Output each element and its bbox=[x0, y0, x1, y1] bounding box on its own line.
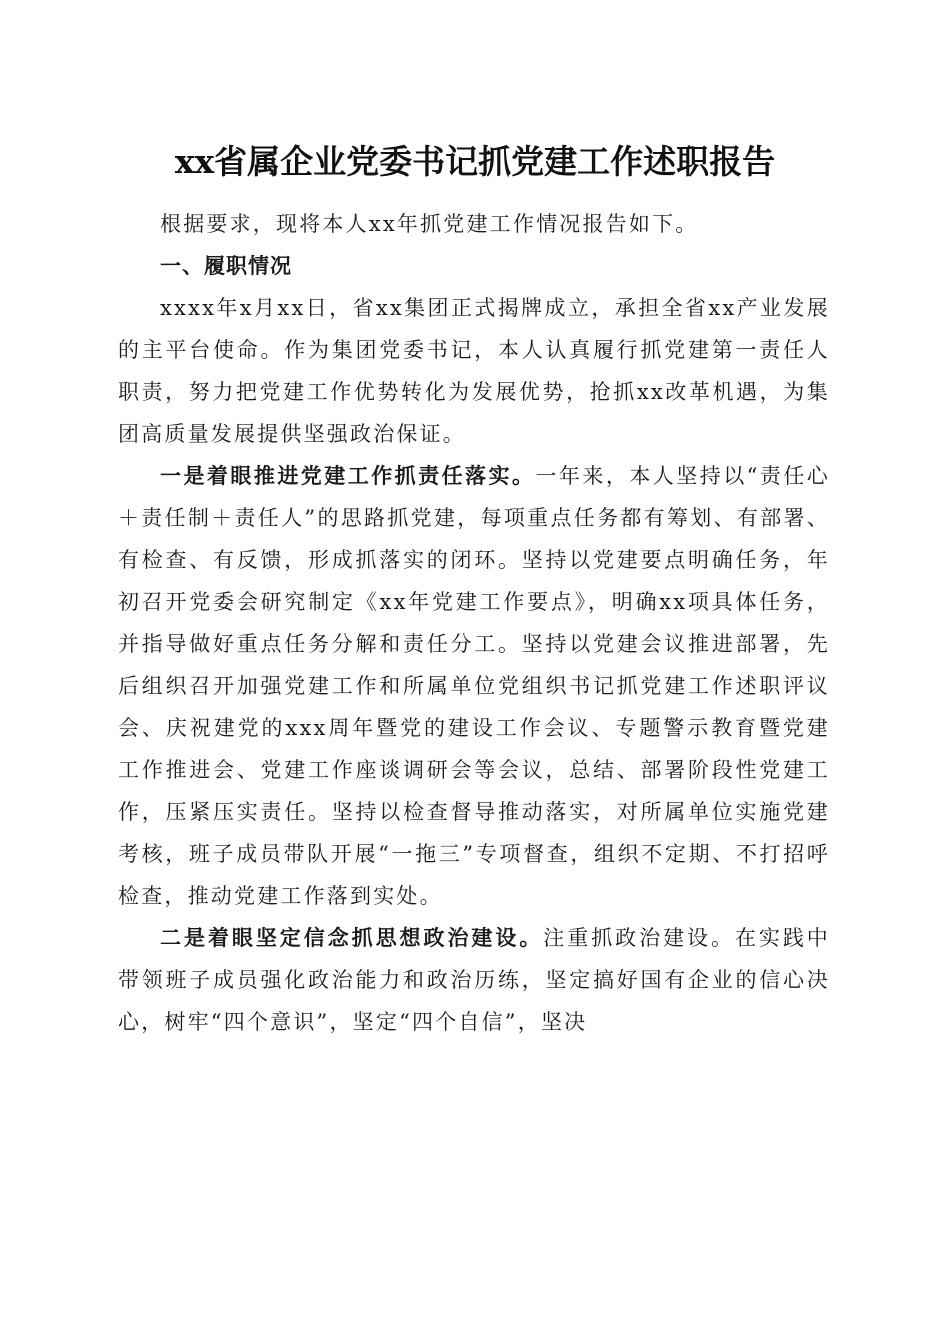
document-body bbox=[118, 203, 830, 1043]
paragraph-lead: 二是着眼坚定信念抓思想政治建设。 bbox=[160, 925, 544, 950]
paragraph-body: 注重抓政治建设。在实践中带领班子成员强化政治能力和政治历练，坚定搞好国有企业的信心决心，树牢“四个意识”，坚定“四个自信”，坚决 bbox=[118, 926, 831, 1034]
body-paragraph bbox=[118, 455, 830, 917]
body-paragraph: xxxx年x月xx日，省xx集团正式揭牌成立，承担全省xx产业发展的主平台使命。作为集团党委书记，本人认真履行抓党建第一责任人职责，努力把党建工作优势转化为发展优势，抢抓xx改革机遇，为集团高质量发展提供坚强政治保证。 bbox=[118, 296, 830, 446]
section-heading: 一、履职情况 bbox=[160, 254, 292, 278]
paragraph-body: 一年来，本人坚持以“责任心＋责任制＋责任人”的思路抓党建，每项重点任务都有筹划、有部署、有检查、有反馈，形成抓落实的闭环。坚持以党建要点明确任务，年初召开党委会研究制定《xx年党建工作要点》，明确xx项具体任务，并指导做好重点任务分解和责任分工。坚持以党建会议推进部署，先后组织召开加强党建工作和所属单位党组织书记抓党建工作述职评议会、庆祝建党的xxx周年暨党的建设工作会议、专题警示教育暨党建工作推进会、党建工作座谈调研会等会议，总结、部署阶段性党建工作，压紧压实责任。坚持以检查督导推动落实，对所属单位实施党建考核，班子成员带队开展“一拖三”专项督查，组织不定期、不打招呼检查，推动党建工作落到实处。 bbox=[118, 464, 830, 908]
body-paragraph bbox=[118, 917, 830, 1043]
intro-paragraph: 根据要求，现将本人xx年抓党建工作情况报告如下。 bbox=[160, 212, 699, 236]
paragraph-lead: 一是着眼推进党建工作抓责任落实。 bbox=[160, 463, 536, 488]
document-title: xx省属企业党委书记抓党建工作述职报告 bbox=[174, 142, 776, 181]
